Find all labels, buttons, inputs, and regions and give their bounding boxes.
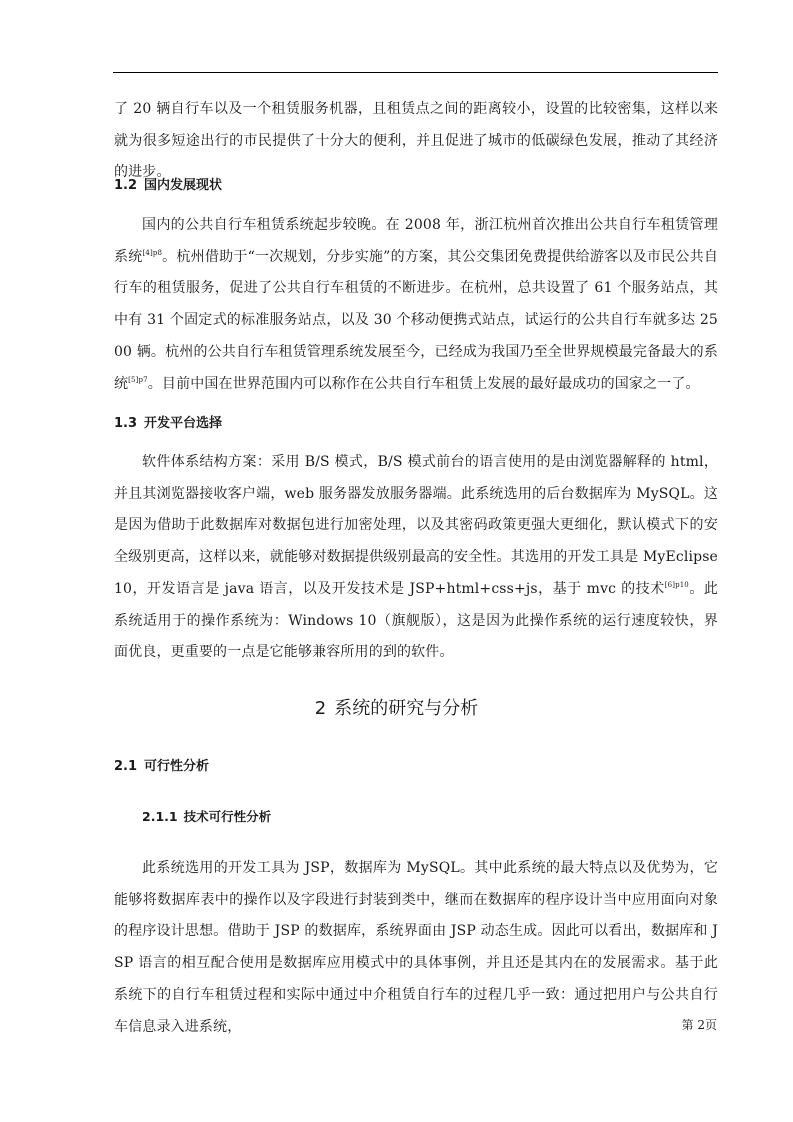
section-title: 国内发展现状 [144,178,223,193]
section-number: 1.2 [114,178,138,193]
chapter-title: 系统的研究与分析 [334,698,479,719]
section-heading-feasibility [114,757,209,777]
subsection-heading-technical-feasibility [142,807,271,827]
chapter-number: 2 [314,698,327,719]
paragraph-text: 此系统选用的开发工具为 JSP，数据库为 MySQL。其中此系统的最大特点以及优势为，它能够将数据库表中的操作以及字段进行封装到类中，继而在数据库的程序设计当中应用面向对象的程序设计思想。借助于 JSP 的数据库，系统界面由 JSP 动态生成。因此可以看出，数据库和 JSP 语言的相互配合使用是数据库应用模式中的具体事例，并且还是其内在的发展需求。基于此系统下的自行车租赁过程和实际中通过中介租赁自行车的过程几乎一致：通过把用户与公共自行车信息录入进系统， [114,860,718,1035]
subsection-title: 技术可行性分析 [183,809,272,824]
paragraph-platform-choice [114,447,718,669]
paragraph-text: 。杭州借助于“一次规划，分步实施”的方案，其公交集团免费提供给游客以及市民公共自行车的租赁服务，促进了公共自行车租赁的不断进步。在杭州，总共设置了 61 个服务站点，其中有 31 个固定式的标准服务站点，以及 30 个移动便携式站点，试运行的公共自行车就多达 2500 辆。杭州的公共自行车租赁管理系统发展至今，已经成为我国乃至全世界规模最完备最大的系统 [114,248,718,392]
paragraph-text: 软件体系结构方案：采用 B/S 模式，B/S 模式前台的语言使用的是由浏览器解释的 html，并且其浏览器接收客户端，web 服务器发放服务器端。此系统选用的后台数据库为 MySQL。这是因为借助于此数据库对数据包进行加密处理，以及其密码政策更强大更细化，默认模式下的安全级别更高，这样以来，就能够对数据提供级别最高的安全性。其选用的开发工具是 MyEclipse10，开发语言是 java 语言，以及开发技术是 JSP+html+css+js，基于 mvc 的技术 [114,454,718,597]
section-heading-domestic-status [114,176,222,196]
section-heading-platform-choice [114,414,222,434]
section-number: 2.1 [114,759,138,774]
paragraph-domestic-status [114,210,718,400]
page-number: 第 2页 [681,1018,717,1032]
citation-ref: [6]p10 [664,580,689,589]
section-title: 开发平台选择 [144,416,223,431]
chapter-heading-system-analysis [0,697,793,721]
citation-ref: [4]p8 [142,248,163,257]
header-rule [113,72,718,73]
paragraph-text: 了 20 辆自行车以及一个租赁服务机器，且租赁点之间的距离较小，设置的比较密集，这样以来就为很多短途出行的市民提供了十分大的便利，并且促进了城市的低碳绿色发展，推动了其经济的进步。 [114,101,718,181]
paragraph-text: 国内的公共自行车租赁系统起步较晚。在 2008 年，浙江杭州首次推出公共自行车租赁管理系统 [114,217,718,265]
paragraph-public-bicycle-intro-continued [114,94,718,189]
citation-ref: [5]p7 [128,375,148,384]
subsection-number: 2.1.1 [142,809,178,824]
paragraph-technical-feasibility [114,853,718,1043]
section-title: 可行性分析 [144,759,210,774]
paragraph-text: 。目前中国在世界范围内可以称作在公共自行车租赁上发展的最好最成功的国家之一了。 [147,375,700,392]
paragraph-text: 。此系统适用于的操作系统为：Windows 10（旗舰版），这是因为此操作系统的运行速度较快，界面优良，更重要的一点是它能够兼容所用的到的软件。 [114,580,718,661]
section-number: 1.3 [114,416,138,431]
